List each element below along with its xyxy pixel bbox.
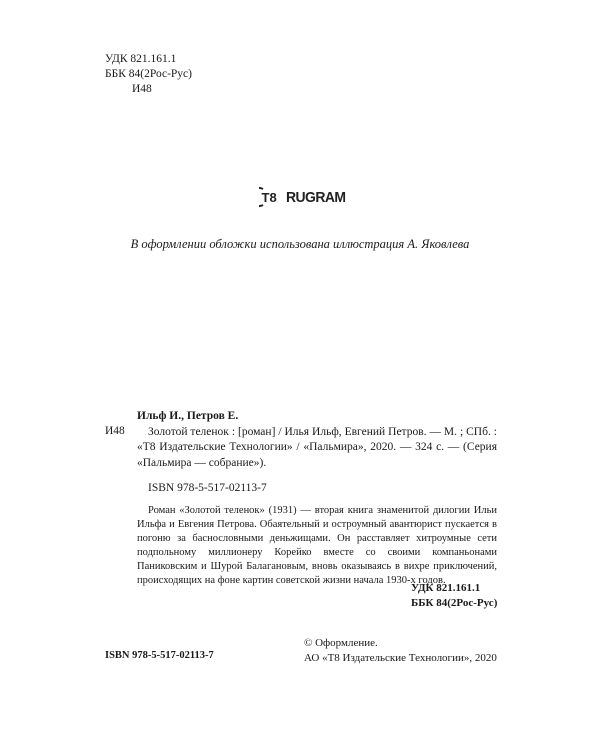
copyright-line-2: АО «Т8 Издательские Технологии», 2020 — [304, 652, 497, 664]
catalog-isbn: ISBN 978-5-517-02113-7 — [148, 482, 267, 494]
header-classification-codes — [105, 52, 192, 97]
footer-classification-codes — [411, 581, 497, 610]
footer-isbn: ISBN 978-5-517-02113-7 — [105, 650, 214, 661]
cover-illustration-note: В оформлении обложки использована иллюстрация А. Яковлева — [130, 237, 470, 251]
publisher-logo — [259, 186, 350, 208]
copyright-notice — [304, 636, 497, 666]
book-annotation: Роман «Золотой теленок» (1931) — вторая книга знаменитой дилогии Ильи Ильфа и Евгения Петрова. Обаятельный и остроумный авантюрист пускается в погоню за баснословными деньжищами. Он расставляет хитроумные сети подпольному миллионеру Корейко вместе со своими компаньонами Паниковским и Шурой Балагановым, вновь оказываясь в вихре приключений, происходящих на фоне картин советской жизни начала 1930-х годов. — [137, 504, 497, 586]
author-sign: И48 — [132, 83, 152, 95]
logo-mark-text: T8 — [261, 190, 277, 205]
catalog-card — [105, 409, 497, 588]
publisher-logo-mark — [259, 186, 285, 208]
catalog-body — [137, 409, 497, 588]
publisher-logo-word: RUGRAM — [286, 188, 346, 206]
catalog-entry: Золотой теленок : [роман] / Илья Ильф, Евгений Петров. — М. ; СПб. : «Т8 Издательские Технологии» / «Пальмира», 2020. — 324 с. — (Серия «Пальмира — собрание»). — [137, 425, 497, 469]
footer-udk-code: УДК 821.161.1 — [411, 582, 481, 594]
bbk-code: ББК 84(2Рос-Рус) — [105, 68, 192, 80]
catalog-authors: Ильф И., Петров Е. — [137, 410, 239, 422]
footer-bbk-code: ББК 84(2Рос-Рус) — [411, 596, 498, 609]
catalog-index: И48 — [105, 425, 125, 437]
copyright-line-1: © Оформление. — [304, 637, 378, 649]
udk-code: УДК 821.161.1 — [105, 53, 177, 65]
